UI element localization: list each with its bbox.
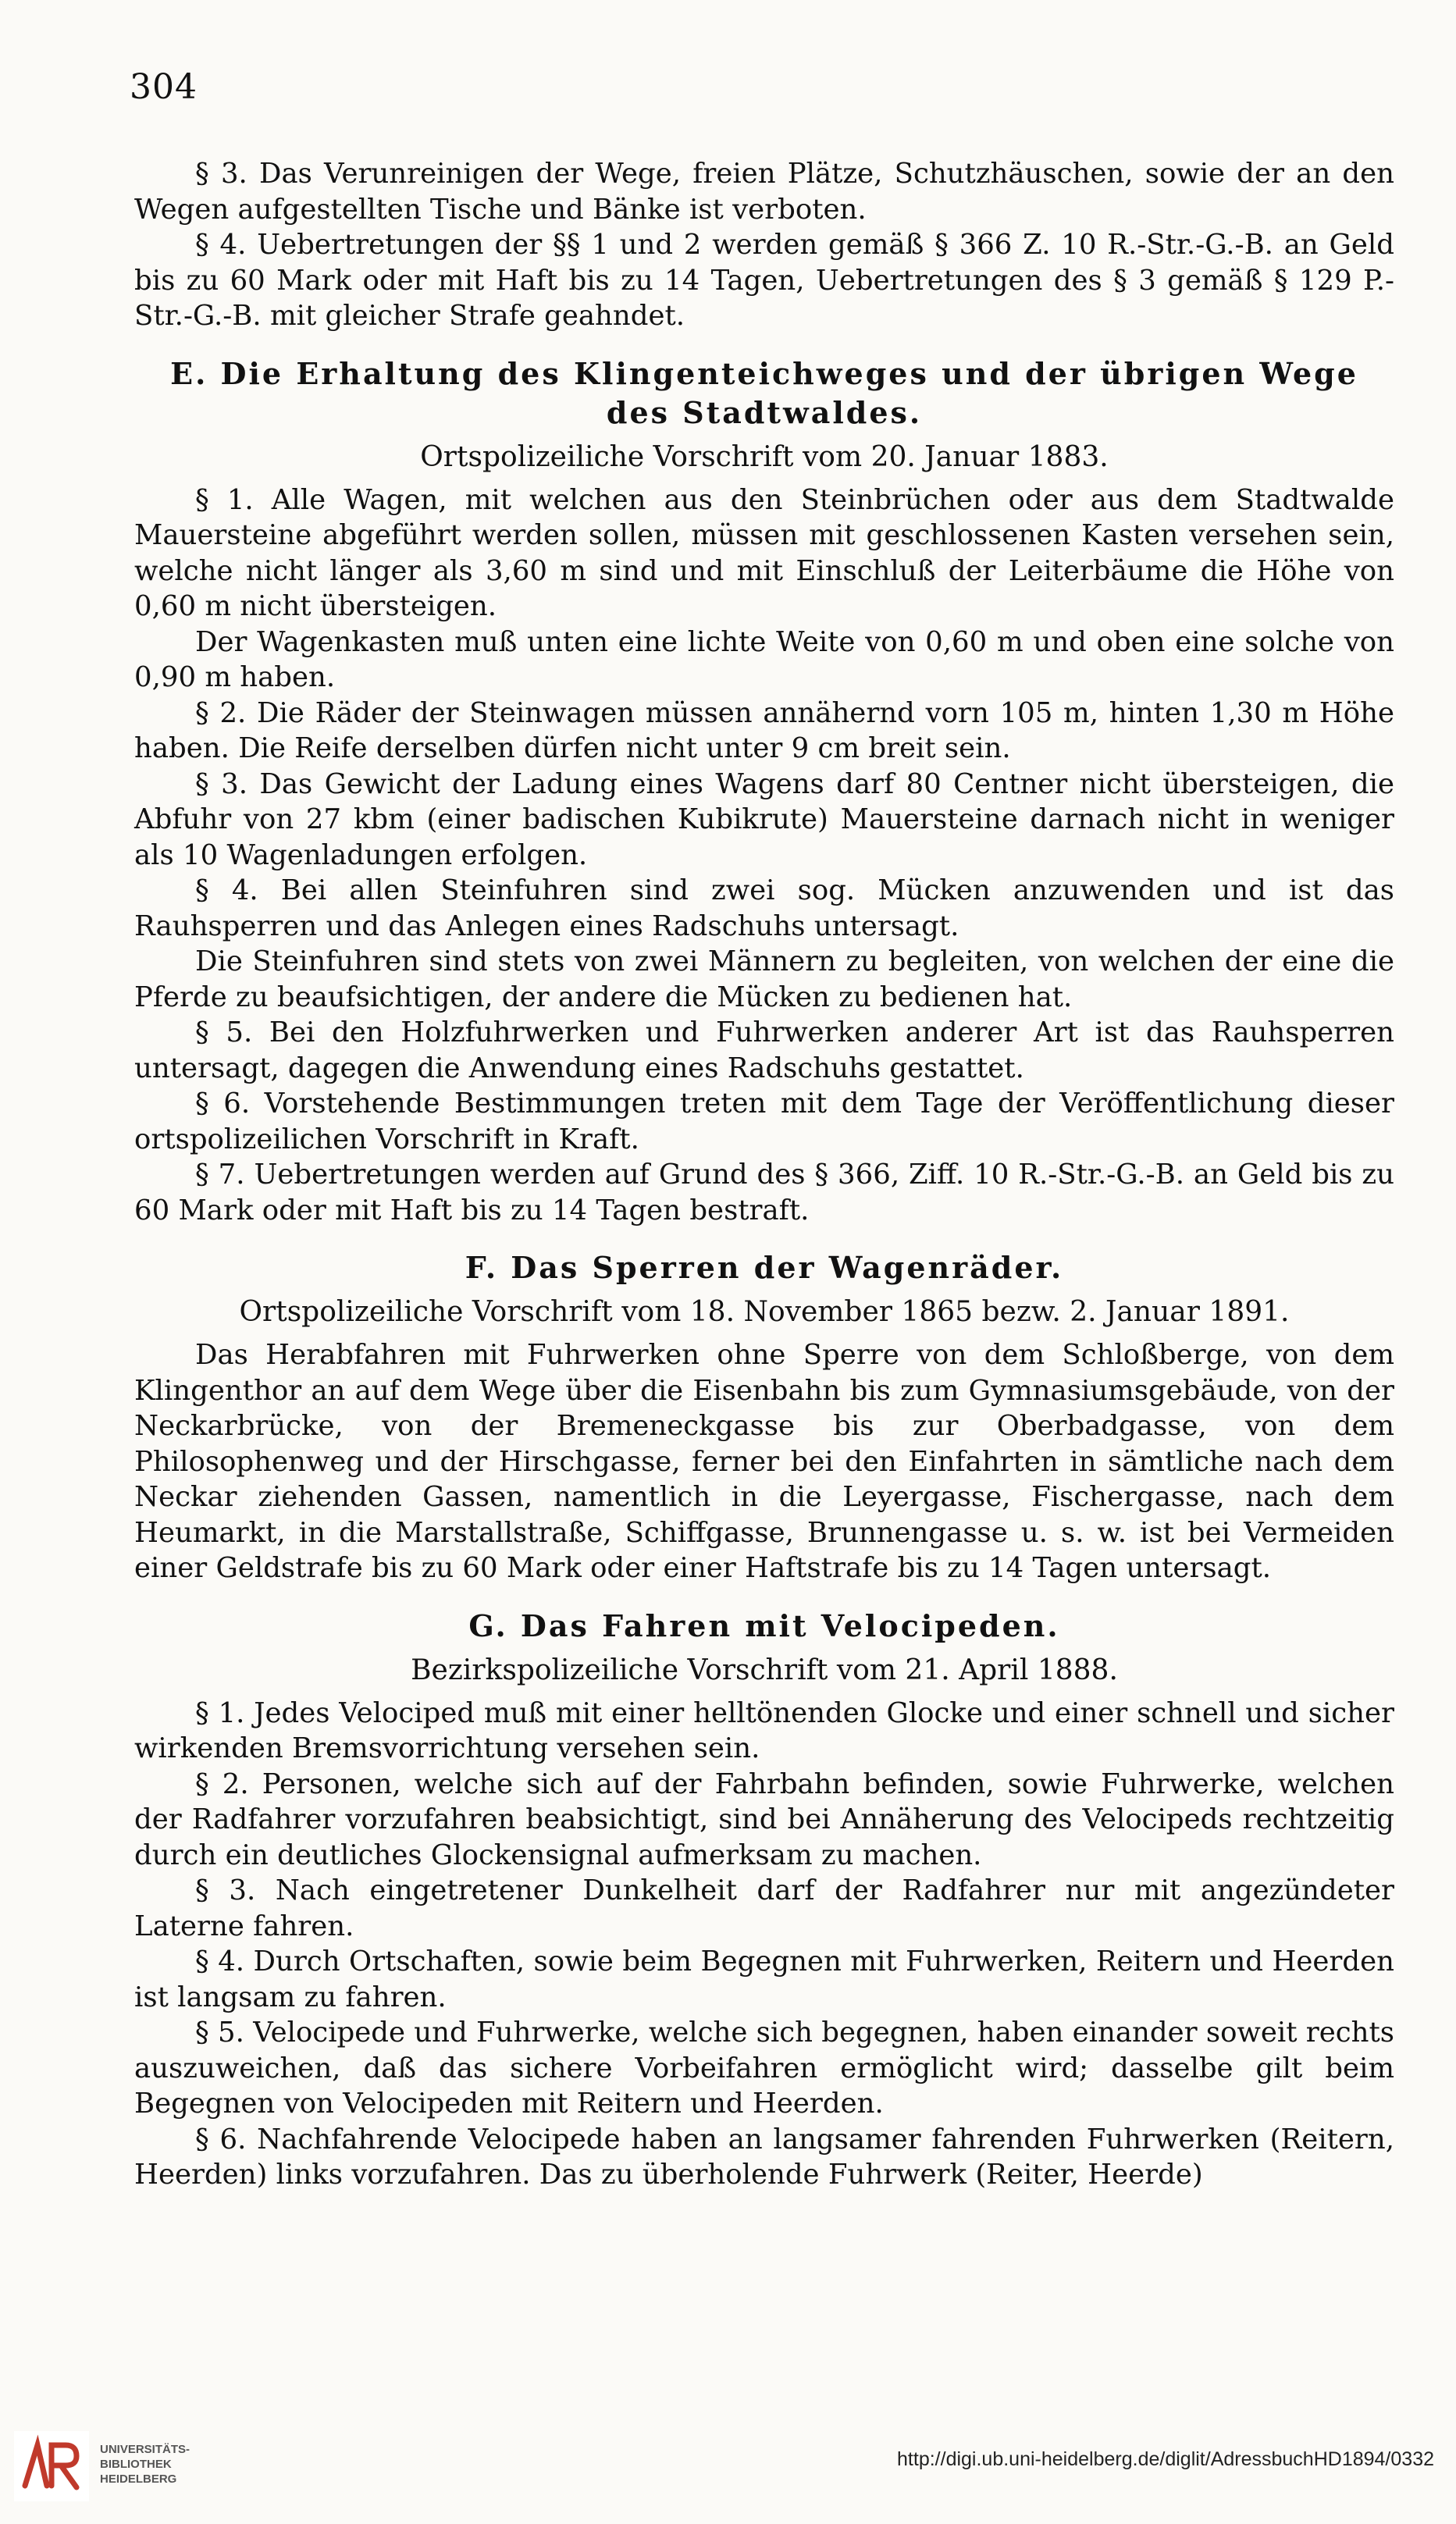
section-e-paragraph: § 1. Alle Wagen, mit welchen aus den Steinbrüchen oder aus dem Stadtwalde Mauersteine abgeführt werden sollen, müssen mit geschlossenen Kasten versehen sein, welche nicht länger als 3,60 m sind und mit Einschluß der Leiterbäume die Höhe von 0,60 m nicht übersteigen. [134, 483, 1394, 622]
section-g-paragraph: § 5. Velocipede und Fuhrwerke, welche sich begegnen, haben einander soweit rechts auszuweichen, daß das sichere Vorbeifahren ermöglicht wird; dasselbe gilt beim Begegnen von Velocipeden mit Reitern und Heerden. [134, 2017, 1394, 2120]
source-url[interactable]: http://digi.ub.uni-heidelberg.de/diglit/AdressbuchHD1894/0332 [897, 2448, 1434, 2470]
section-e-subheading: Ortspolizeiliche Vorschrift vom 20. Januar 1883. [420, 440, 1109, 473]
library-name-line: HEIDELBERG [100, 2472, 177, 2486]
library-name-line: UNIVERSITÄTS- [100, 2443, 190, 2456]
library-name-line: BIBLIOTHEK [100, 2458, 172, 2471]
section-g-heading: G. Das Fahren mit Velocipeden. [468, 1607, 1060, 1643]
paragraph-section-4: § 4. Uebertretungen der §§ 1 und 2 werden gemäß § 366 Z. 10 R.-Str.-G.-B. an Geld bis zu 60 Mark oder mit Haft bis zu 14 Tagen, Uebertretungen des § 3 gemäß § 129 P.-Str.-G.-B. mit gleicher Strafe geahndet. [134, 229, 1394, 332]
section-g-paragraph: § 1. Jedes Velociped muß mit einer helltönenden Glocke und einer schnell und sicher wirkenden Bremsvorrichtung versehen sein. [134, 1696, 1394, 1764]
library-logo-icon [14, 2431, 89, 2501]
section-g-paragraph: § 6. Nachfahrende Velocipede haben an langsamer fahrenden Fuhrwerken (Reitern, Heerden) links vorzufahren. Das zu überholende Fuhrwerk (Reiter, Heerde) [134, 2123, 1394, 2191]
paragraph-section-3: § 3. Das Verunreinigen der Wege, freien Plätze, Schutzhäuschen, sowie der an den Wegen aufgestellten Tische und Bänke ist verboten. [134, 158, 1394, 226]
section-f-paragraph: Das Herabfahren mit Fuhrwerken ohne Sperre von dem Schloßberge, von dem Klingenthor an auf dem Wege über die Eisenbahn bis zum Gymnasiumsgebäude, von der Neckarbrücke, von der Bremeneckgasse bis zur Oberbadgasse, von dem Philosophenweg und der Hirschgasse, ferner bei den Einfahrten in sämtliche nach dem Neckar ziehenden Gassen, namentlich in die Leyergasse, Fischergasse, nach dem Heumarkt, in die Marstallstraße, Schiffgasse, Brunnengasse u. s. w. ist bei Vermeiden einer Geldstrafe bis zu 60 Mark oder einer Haftstrafe bis zu 14 Tagen untersagt. [134, 1339, 1394, 1584]
section-e-paragraph: § 5. Bei den Holzfuhrwerken und Fuhrwerken anderer Art ist das Rauhsperren untersagt, dagegen die Anwendung eines Radschuhs gestattet. [134, 1016, 1394, 1084]
section-g-paragraph: § 3. Nach eingetretener Dunkelheit darf der Radfahrer nur mit angezündeter Laterne fahren. [134, 1874, 1394, 1942]
section-e-paragraph: § 2. Die Räder der Steinwagen müssen annähernd vorn 105 m, hinten 1,30 m Höhe haben. Die Reife derselben dürfen nicht unter 9 cm breit sein. [134, 696, 1394, 764]
library-name [100, 2442, 190, 2487]
page-number: 304 [130, 67, 198, 107]
section-e-heading: E. Die Erhaltung des Klingenteichweges und der übrigen Wege des Stadtwaldes. [170, 355, 1358, 430]
section-e-paragraph: § 6. Vorstehende Bestimmungen treten mit dem Tage der Veröffentlichung dieser ortspolizeilichen Vorschrift in Kraft. [134, 1088, 1394, 1155]
section-e-paragraph: § 7. Uebertretungen werden auf Grund des § 366, Ziff. 10 R.-Str.-G.-B. an Geld bis zu 60 Mark oder mit Haft bis zu 14 Tagen bestraft. [134, 1159, 1394, 1226]
section-e-paragraph: § 3. Das Gewicht der Ladung eines Wagens darf 80 Centner nicht übersteigen, die Abfuhr von 27 kbm (einer badischen Kubikrute) Mauersteine darnach nicht in weniger als 10 Wagenladungen erfolgen. [134, 767, 1394, 871]
digitization-footer [0, 2419, 1456, 2524]
section-g-subheading: Bezirkspolizeiliche Vorschrift vom 21. April 1888. [411, 1654, 1118, 1686]
page-body [134, 156, 1394, 2193]
section-g-paragraph: § 2. Personen, welche sich auf der Fahrbahn befinden, sowie Fuhrwerke, welchen der Radfahrer vorzufahren beabsichtigt, sind bei Annäherung des Velocipeds rechtzeitig durch ein deutliches Glockensignal aufmerksam zu machen. [134, 1768, 1394, 1871]
section-e-paragraph: Der Wagenkasten muß unten eine lichte Weite von 0,60 m und oben eine solche von 0,90 m haben. [134, 625, 1394, 693]
section-f-subheading: Ortspolizeiliche Vorschrift vom 18. November 1865 bezw. 2. Januar 1891. [239, 1296, 1290, 1328]
section-e-paragraph: Die Steinfuhren sind stets von zwei Männern zu begleiten, von welchen der eine die Pferde zu beaufsichtigen, der andere die Mücken zu bedienen hat. [134, 945, 1394, 1013]
section-e-paragraph: § 4. Bei allen Steinfuhren sind zwei sog. Mücken anzuwenden und ist das Rauhsperren und das Anlegen eines Radschuhs untersagt. [134, 874, 1394, 942]
section-f-heading: F. Das Sperren der Wagenräder. [465, 1250, 1064, 1285]
section-g-paragraph: § 4. Durch Ortschaften, sowie beim Begegnen mit Fuhrwerken, Reitern und Heerden ist langsam zu fahren. [134, 1946, 1394, 2013]
